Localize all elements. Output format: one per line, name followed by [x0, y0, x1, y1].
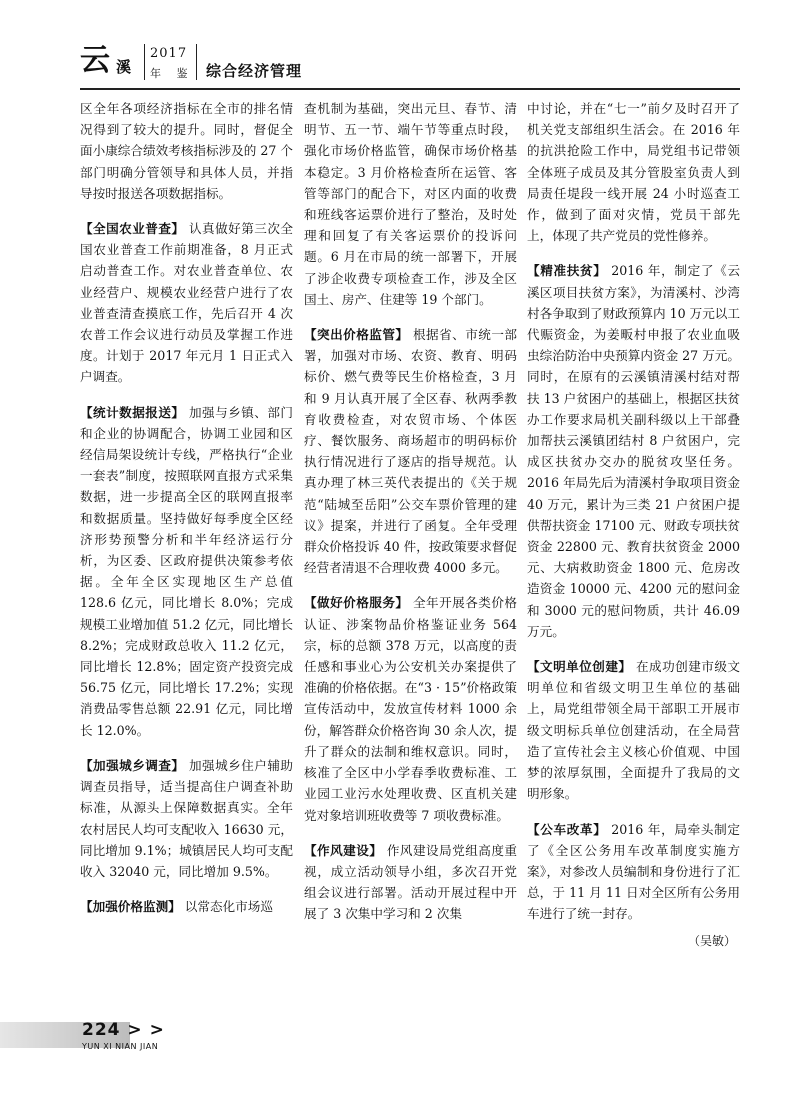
section-tag: 【作风建设】: [304, 842, 383, 858]
page-number: 224 > >: [82, 1020, 165, 1040]
paragraph: [304, 840, 517, 925]
paragraph-text: 查机制为基础，突出元旦、春节、清明节、五一节、端午节等重点时段，强化市场价格监管，确保市场价格基本稳定。3 月价格检查所在运管、客管等部门的配合下，对区内面的收费和班线客运票价进行了整治，及时处理和回复了有关客运票价的投诉问题。6 月在市局的统一部署下，开展了涉企收费专项检查工作，涉及全区国土、房产、住建等 19 个部门。: [304, 101, 517, 307]
yearbook-year: 2017: [150, 46, 188, 61]
section-tag: 【做好价格服务】: [304, 595, 409, 611]
page-header: [80, 40, 740, 92]
section-tag: 【加强城乡调查】: [80, 757, 185, 773]
section-tag: 【统计数据报送】: [80, 404, 185, 420]
author-credit: （吴敏）: [687, 933, 736, 948]
paragraph-text: 作风建设局党组高度重视，成立活动领导小组，多次召开党组会议进行部署。活动开展过程中开展了 3 次集中学习和 2 次集: [304, 842, 518, 922]
section-tag: 【全国农业普查】: [80, 221, 185, 237]
paragraph-text: 根据省、市统一部署，加强对市场、农资、教育、明码标价、燃气费等民生价格检查，3 月和 9 月认真开展了全区春、秋两季教育收费检查，对农贸市场、个体医疗、餐饮服务、商场超市的明码标价执行情况进行了逐店的指导规范。认真办理了林三英代表提出的《关于规范“陆城至岳阳”公交车票价管理的建议》提案，并进行了函复。全年受理群众价格投诉 40 件，按政策要求督促经营者清退不合理收费 4000 多元。: [304, 327, 518, 576]
section-tag: 【突出价格监管】: [304, 327, 409, 343]
paragraph-text: 2016 年，制定了《云溪区项目扶贫方案》，为清溪村、沙湾村各争取到了财政预算内 10 万元以工代赈资金，为姜畈村申报了农业血吸虫综治防治中央预算内资金 27 万元。同时，在原有的云溪镇清溪村结对帮扶 13 户贫困户的基础上，根据区扶贫办工作要求局机关副科级以上干部叠加帮扶云溪镇团结村 8 户贫困户，完成区扶贫办交办的脱贫攻坚任务。2016 年局先后为清溪村争取项目资金 40 万元，累计为三类 21 户贫困户提供帮扶资金 17100 元、财政专项扶贫资金 22800 元、教育扶贫资金 2000 元、大病救助资金 1800 元、危房改造资金 10000 元、4200 元的慰问金和 3000 元的慰问物质，共计 46.09 万元。: [527, 263, 740, 639]
paragraph-text: 区全年各项经济指标在全市的排名情况得到了较大的提升。同时，督促全面小康综合绩效考核指标涉及的 27 个部门明确分管领导和具体人员，并指导按时报送各项数据指标。: [80, 101, 293, 201]
section-title: 综合经济管理: [206, 62, 303, 80]
paragraph: [80, 98, 293, 204]
yearbook-label: 年 鉴: [150, 67, 194, 80]
header-divider: [144, 44, 145, 80]
paragraph: [527, 98, 740, 246]
section-tag: 【精准扶贫】: [527, 263, 607, 279]
paragraph-text: 在成功创建市级文明单位和省级文明卫生单位的基础上，局党组带领全局干部职工开展市级文明标兵单位创建活动，在全局营造了宣传社会主义核心价值观、中国梦的浓厚氛围，全面提升了我局的文明形象。: [527, 659, 741, 802]
paragraph-text: 加强城乡住户辅助调查员指导，适当提高住户调查补助标准，从源头上保障数据真实。全年农村居民人均可支配收入 16630 元，同比增加 9.1%；城镇居民人均可支配收入 32040 元，同比增加 9.5%。: [80, 757, 294, 879]
text-column-3: [527, 98, 740, 952]
paragraph: [80, 755, 293, 882]
paragraph: [527, 819, 740, 925]
paragraph-text: 认真做好第三次全国农业普查工作前期准备，8 月正式启动普查工作。对农业普查单位、农业经营户、规模农业经营户进行了农业普查清查摸底工作，先后召开 4 次农普工作会议进行动员及掌握工作进度。计划于 2017 年元月 1 日正式入户调查。: [80, 221, 294, 385]
paragraph: [304, 592, 517, 825]
paragraph: [304, 324, 517, 578]
text-column-2: [304, 98, 517, 939]
paragraph-text: 以常态化市场巡: [184, 899, 273, 915]
paragraph: [80, 218, 293, 388]
header-divider-2: [196, 44, 197, 80]
paragraph: [527, 656, 740, 804]
text-column-1: [80, 98, 293, 931]
paragraph: [527, 260, 740, 642]
section-tag: 【加强价格监测】: [80, 899, 181, 915]
paragraph: [304, 98, 517, 310]
footer-pinyin: YUN XI NIAN JIAN: [82, 1042, 159, 1051]
paragraph-text: 加强与乡镇、部门和企业的协调配合，协调工业园和区经信局架设统计专线，严格执行“企业一套表”制度，按照联网直报方式采集数据，进一步提高全区的联网直报率和数据质量。坚持做好每季度全区经济形势预警分析和半年经济运行分析，为区委、区政府提供决策参考依据。全年全区实现地区生产总值 128.6 亿元，同比增长 8.0%；完成规模工业增加值 51.2 亿元，同比增长 8.2%；完成财政总收入 11.2 亿元，同比增长 12.8%；固定资产投资完成 56.75 亿元，同比增长 17.2%；实现消费品零售总额 22.91 亿元，同比增长 12.0%。: [80, 404, 294, 738]
paragraph: [80, 402, 293, 741]
paragraph-text: 中讨论，并在“七一”前夕及时召开了机关党支部组织生活会。在 2016 年的抗洪抢险工作中，局党组书记带领全体班子成员及其分管股室负责人到局责任堤段一线开展 24 小时巡查工作，做到了面对灾情，党员干部先上，体现了共产党员的党性修养。: [527, 101, 740, 244]
yearbook-logo-xi: 溪: [116, 58, 132, 76]
section-tag: 【公车改革】: [527, 821, 607, 837]
header-rule: [80, 88, 740, 90]
paragraph-text: 2016 年，局牵头制定了《全区公务用车改革制度实施方案》，对参改人员编制和身份进行了汇总，于 11 月 11 日对全区所有公务用车进行了统一封存。: [527, 821, 740, 922]
section-tag: 【文明单位创建】: [527, 659, 632, 675]
paragraph-text: 全年开展各类价格认证、涉案物品价格鉴证业务 564 宗，标的总额 378 万元，以高度的责任感和事业心为公安机关办案提供了准确的价格依据。在“3 · 15”价格政策宣传活动中，发放宣传材料 1000 余份，解答群众价格咨询 30 余人次，提升了群众的法制和维权意识。同时，核准了全区中小学春季收费标准、工业园工业污水处理收费、区直机关建党对象培训班收费等 7 项收费标准。: [304, 595, 518, 823]
yearbook-logo-yun: 云: [80, 43, 110, 78]
paragraph: [80, 896, 293, 917]
